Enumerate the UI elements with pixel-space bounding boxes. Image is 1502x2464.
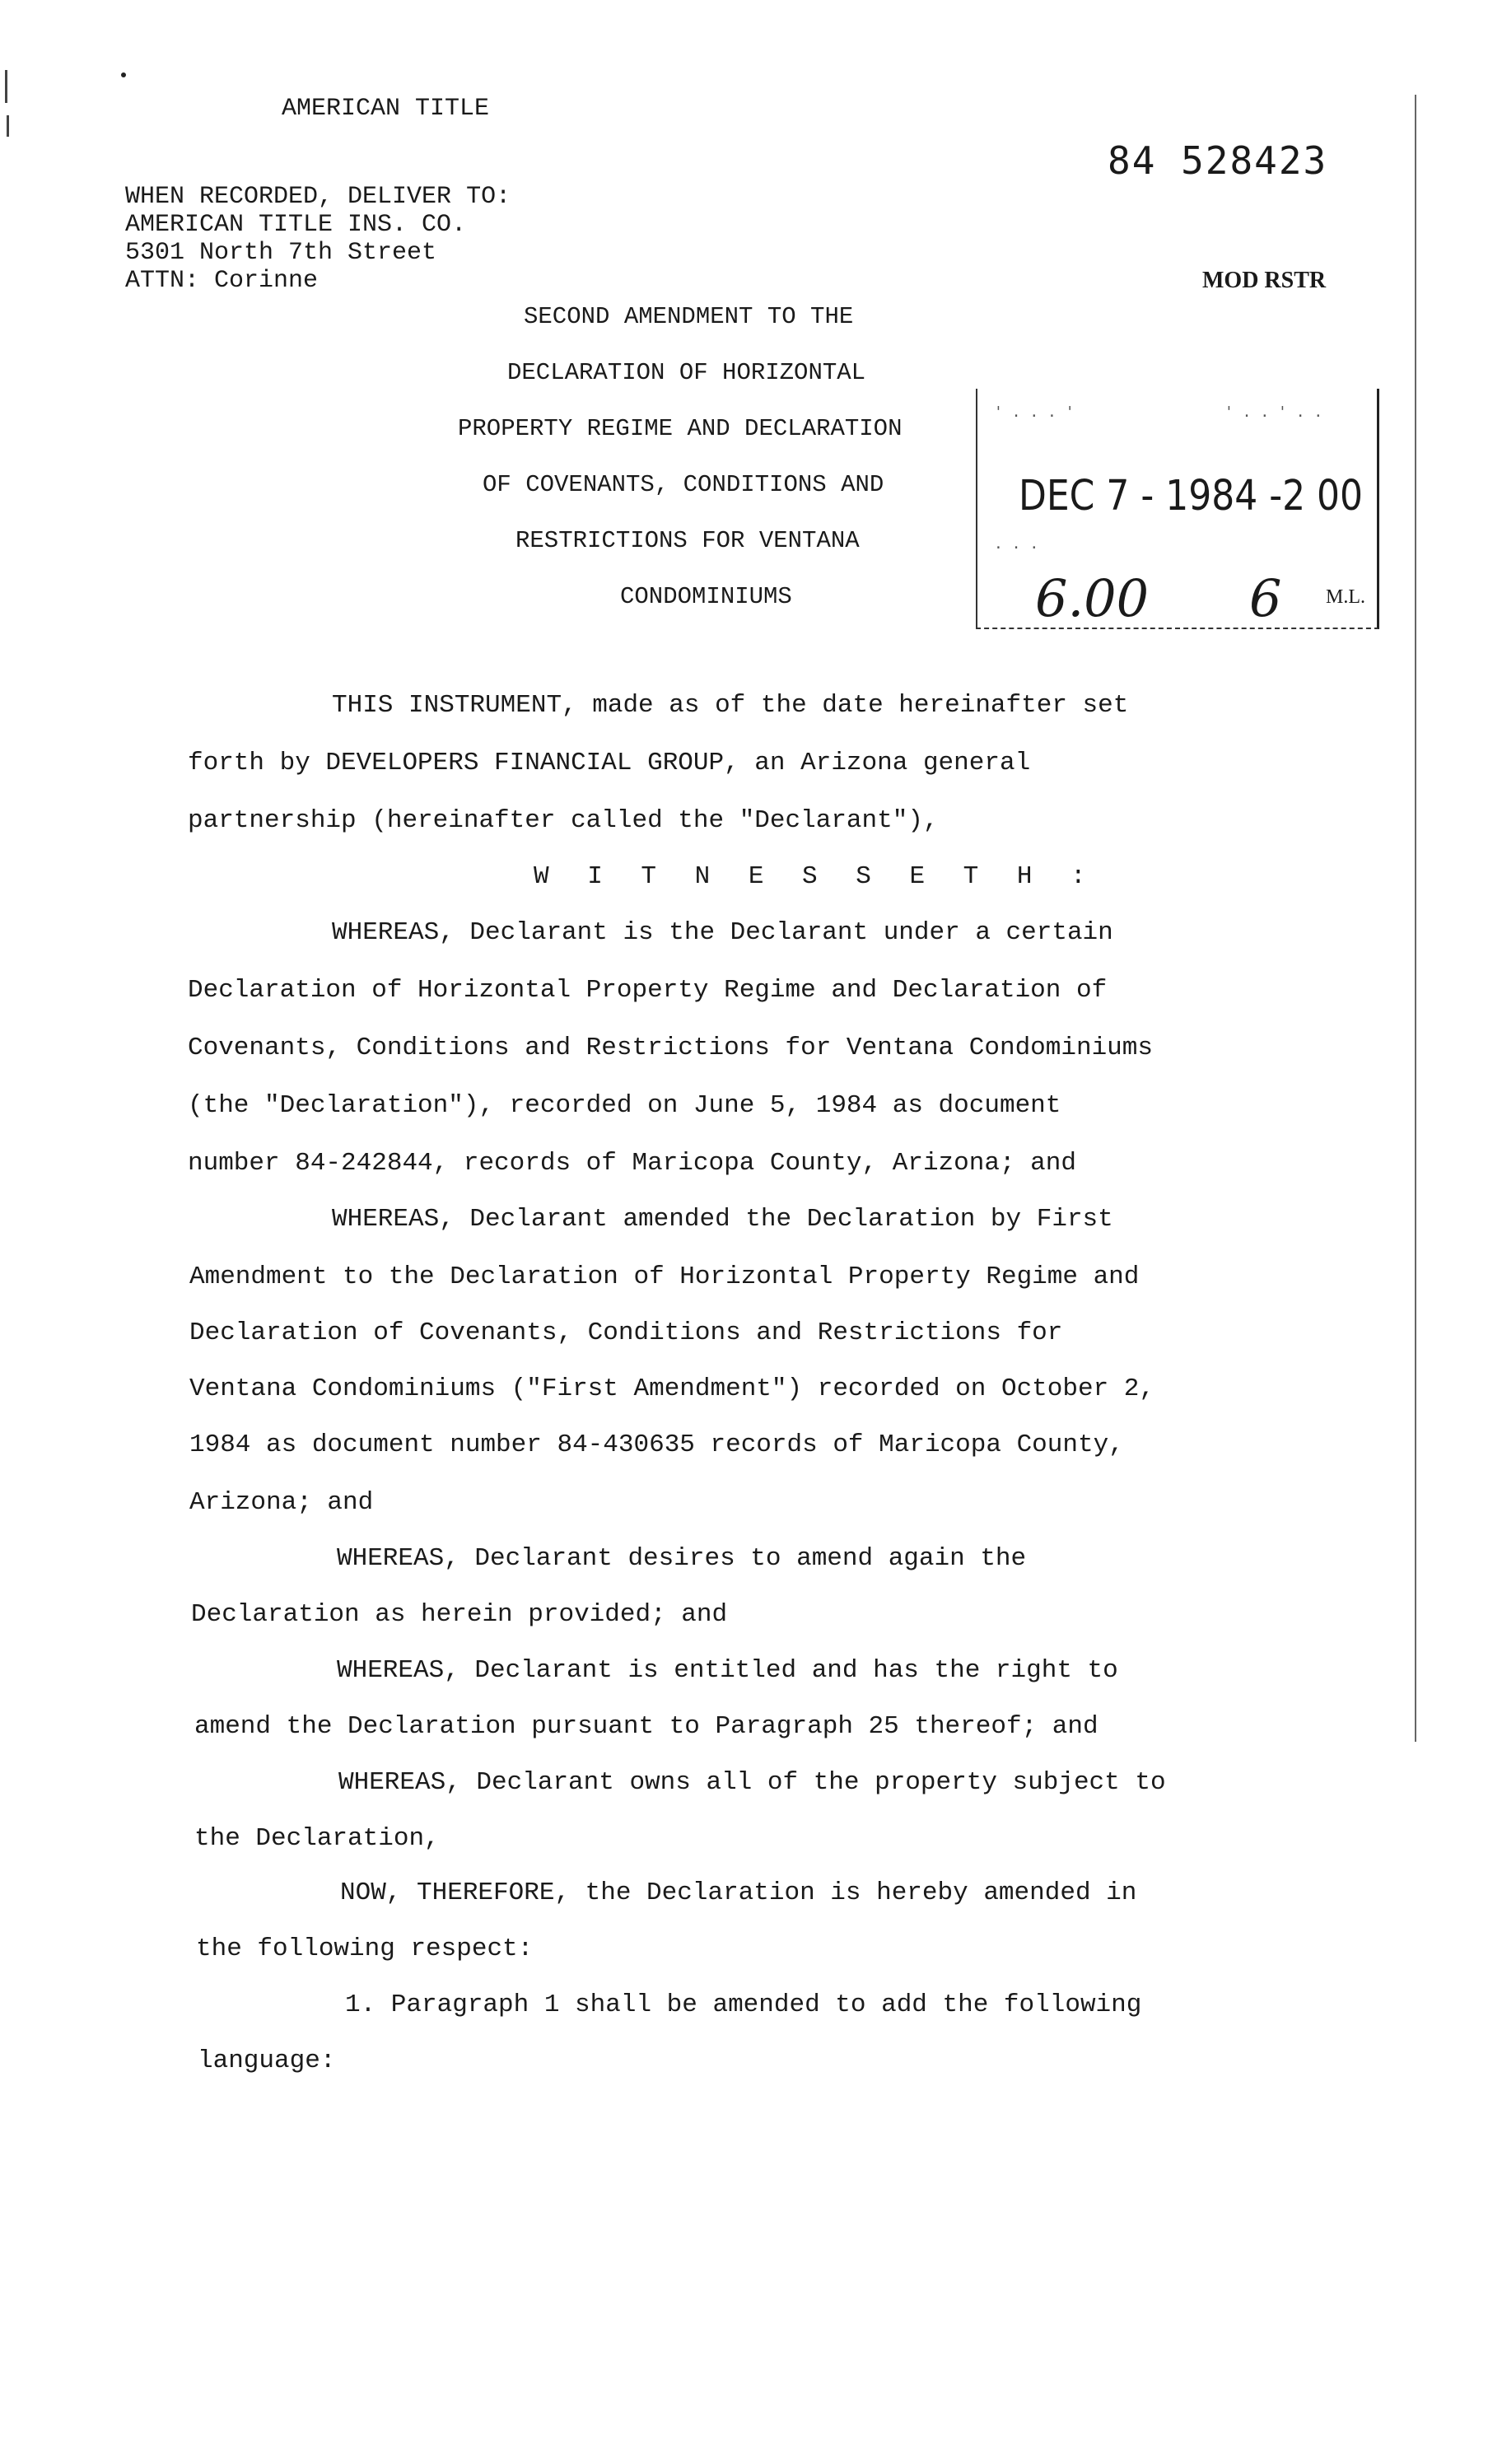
deliver-to-line: ATTN: Corinne xyxy=(125,267,319,295)
scan-speck xyxy=(121,72,126,77)
body-line: the Declaration, xyxy=(194,1824,440,1853)
body-line: 1984 as document number 84-430635 records of Maricopa County, xyxy=(189,1430,1124,1459)
body-line: Declaration of Horizontal Property Regime and Declaration of xyxy=(188,976,1108,1005)
stamp-fee: 6.00 xyxy=(1035,568,1150,628)
scan-margin-mark xyxy=(5,70,7,103)
body-line: Covenants, Conditions and Restrictions for Ventana Condominiums xyxy=(188,1034,1153,1062)
body-line: WHEREAS, Declarant owns all of the property subject to xyxy=(338,1768,1166,1797)
mod-rstr-mark: MOD RSTR xyxy=(1202,268,1327,293)
body-line: the following respect: xyxy=(196,1934,534,1963)
deliver-to-line: AMERICAN TITLE INS. CO. xyxy=(125,211,467,239)
body-line: Declaration as herein provided; and xyxy=(191,1600,728,1629)
body-line: Amendment to the Declaration of Horizontal Property Regime and xyxy=(189,1262,1140,1291)
scan-margin-mark xyxy=(1415,95,1416,1742)
witnesseth-heading: W I T N E S S E T H : xyxy=(534,862,1098,891)
deliver-to-line: WHEN RECORDED, DELIVER TO: xyxy=(125,183,511,211)
stamp-faded-mark: ' . . ' . . xyxy=(1224,404,1323,421)
document-title-line: DECLARATION OF HORIZONTAL xyxy=(507,359,866,386)
stamp-faded-mark: . . . xyxy=(994,535,1039,553)
body-line: WHEREAS, Declarant desires to amend again the xyxy=(337,1544,1027,1573)
document-title-line: OF COVENANTS, CONDITIONS AND xyxy=(483,471,884,498)
body-line: partnership (hereinafter called the "Declarant"), xyxy=(188,806,939,835)
stamp-faded-mark: ' . . . ' xyxy=(994,404,1075,421)
body-line: amend the Declaration pursuant to Paragraph 25 thereof; and xyxy=(194,1712,1099,1741)
body-line: WHEREAS, Declarant amended the Declaration by First xyxy=(332,1205,1113,1234)
document-title-line: RESTRICTIONS FOR VENTANA xyxy=(515,527,860,554)
deliver-to-block xyxy=(125,183,511,295)
body-line: NOW, THEREFORE, the Declaration is hereby amended in xyxy=(340,1878,1137,1907)
body-line: number 84-242844, records of Maricopa County, Arizona; and xyxy=(188,1149,1076,1178)
body-line: Ventana Condominiums ("First Amendment") recorded on October 2, xyxy=(189,1374,1154,1403)
document-title-line: PROPERTY REGIME AND DECLARATION xyxy=(458,415,903,442)
body-line: WHEREAS, Declarant is the Declarant under a certain xyxy=(332,918,1113,947)
document-title-line: CONDOMINIUMS xyxy=(620,583,792,610)
body-line: (the "Declaration"), recorded on June 5, 1984 as document xyxy=(188,1091,1061,1120)
body-line: THIS INSTRUMENT, made as of the date hereinafter set xyxy=(332,691,1129,720)
body-line: Arizona; and xyxy=(189,1488,374,1517)
recording-stamp xyxy=(976,389,1379,629)
body-line: language: xyxy=(198,2046,336,2075)
stamp-handwritten-number: 6 xyxy=(1249,568,1282,628)
company-header: AMERICAN TITLE xyxy=(282,95,490,123)
body-line: forth by DEVELOPERS FINANCIAL GROUP, an Arizona general xyxy=(188,749,1031,777)
numbered-item: 1. Paragraph 1 shall be amended to add the following xyxy=(345,1990,1142,2019)
document-title-line: SECOND AMENDMENT TO THE xyxy=(524,303,854,330)
recording-document-number: 84 528423 xyxy=(1108,138,1328,183)
body-line: Declaration of Covenants, Conditions and Restrictions for xyxy=(189,1318,1063,1347)
stamp-recorded-date: DEC 7 - 1984 -2 00 xyxy=(1019,472,1364,520)
stamp-ml-initials: M.L. xyxy=(1326,586,1365,608)
body-line: WHEREAS, Declarant is entitled and has the right to xyxy=(337,1656,1118,1685)
scan-margin-mark xyxy=(7,115,9,137)
deliver-to-line: 5301 North 7th Street xyxy=(125,239,437,267)
